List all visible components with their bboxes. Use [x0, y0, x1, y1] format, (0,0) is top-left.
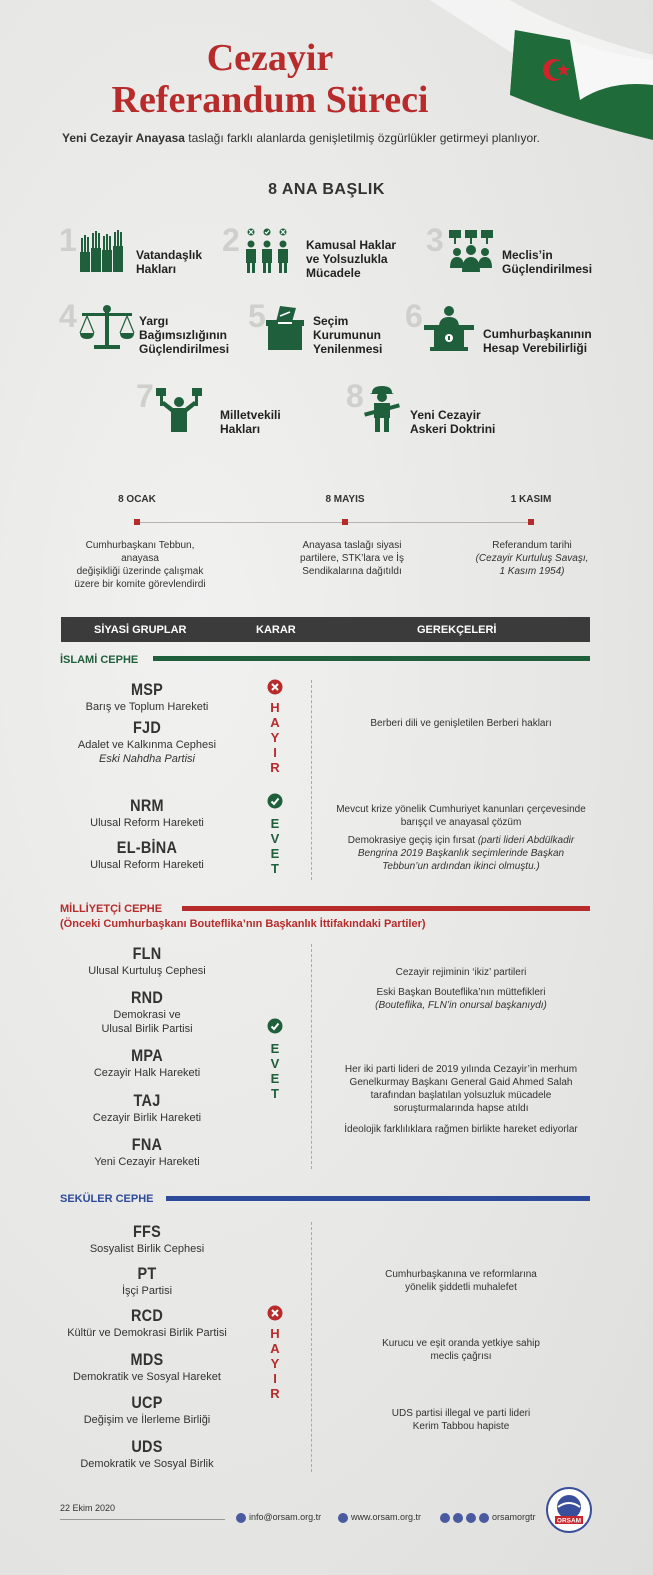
twitter-icon: [466, 1513, 476, 1523]
timeline-date: 8 OCAK: [118, 494, 156, 505]
mail-icon: [236, 1513, 246, 1523]
deputy-icon: [156, 388, 202, 439]
divider: [311, 1222, 312, 1472]
party-taj: TAJ Cezayir Birlik Hareketi: [92, 1091, 202, 1124]
topics-heading: 8 ANA BAŞLIK: [268, 181, 385, 198]
islami-reason-3: Demokrasiye geçiş için fırsat (parti lideri Abdülkadir Bengrina 2019 Başkanlık seçimlerinde Başkan Tebbun’un ardından ikinci olmuştu.): [347, 835, 575, 872]
decision-hayir: H A Y I R: [270, 1326, 280, 1401]
party-pt: PT İşçi Partisi: [121, 1264, 173, 1297]
topic-number: 5: [248, 298, 266, 334]
header-groups: SİYASİ GRUPLAR: [94, 624, 187, 636]
islami-line: [153, 656, 590, 661]
scales-icon: [76, 305, 138, 356]
mill-reason-3: Her iki parti lideri de 2019 yılında Cezayir’in merhum Genelkurmay Başkanı General Gaid Ahmed Salah tarafından başlatılan yolsuzluk mücadele soruşturmalarında hapse atıldı: [344, 1064, 578, 1114]
timeline-text: Anayasa taslağı siyasi partilere, STK’lara ve İş Sendikalarına dağıtıldı: [300, 540, 404, 577]
intro-text: Yeni Cezayir Anayasa taslağı farklı alanlarda genişletilmiş özgürlükler getirmeyi planlıyor.: [62, 131, 540, 145]
party-ffs: FFS Sosyalist Birlik Cephesi: [89, 1222, 205, 1255]
timeline-text: Cumhurbaşkanı Tebbun, anayasa değişikliği üzerinde çalışmak üzere bir komite görevlendirdi: [74, 540, 206, 590]
party-rnd: RND Demokrasi ve Ulusal Birlik Partisi: [101, 988, 193, 1035]
islami-reason-2: Mevcut krize yönelik Cumhuriyet kanunları çerçevesinde barışçıl ve anayasal çözüm: [336, 804, 586, 828]
cross-circle-icon: [267, 679, 283, 695]
party-fjd: FJD Adalet ve Kalkınma Cephesi Eski Nahdha Partisi: [77, 718, 217, 765]
milliyetci-line: [182, 906, 590, 911]
party-nrm: NRM Ulusal Reform Hareketi: [90, 796, 204, 829]
topic-number: 6: [405, 298, 423, 334]
title-line-1: Cezayir: [206, 37, 334, 79]
topic-number: 4: [59, 298, 77, 334]
table-header: [61, 617, 590, 642]
timeline-marker: [528, 519, 534, 525]
topic-number: 8: [346, 378, 364, 414]
party-fna: FNA Yeni Cezayir Hareketi: [94, 1135, 200, 1168]
decision-evet: E V E T: [270, 816, 280, 876]
party-uds: UDS Demokratik ve Sosyal Birlik: [80, 1437, 214, 1470]
timeline-date: 8 MAYIS: [325, 494, 365, 505]
mill-reason-1: Cezayir rejiminin ‘ikiz’ partileri: [395, 967, 527, 978]
footer-social[interactable]: orsamorgtr: [440, 1512, 536, 1523]
mill-reason-2: Eski Başkan Bouteflika’nın müttefikleri (Bouteflika, FLN’in onursal başkanıydı): [375, 987, 547, 1011]
youtube-icon: [479, 1513, 489, 1523]
milliyetci-label: MİLLİYETÇİ CEPHE: [60, 903, 163, 915]
party-rcd: RCD Kültür ve Demokrasi Birlik Partisi: [67, 1306, 227, 1339]
topic-number: 2: [222, 222, 240, 258]
party-mds: MDS Demokratik ve Sosyal Hareket: [73, 1350, 221, 1383]
timeline-text: Referandum tarihi (Cezayir Kurtuluş Savaşı, 1 Kasım 1954): [475, 540, 589, 577]
ballot-box-icon: [266, 302, 304, 357]
topic-label: Yargı Bağımsızlığının Güçlendirilmesi: [139, 314, 230, 356]
sek-reason-3: UDS partisi illegal ve parti lideri Kerim Tabbou hapiste: [391, 1408, 531, 1432]
sek-reason-2: Kurucu ve eşit oranda yetkiye sahip meclis çağrısı: [382, 1338, 540, 1362]
decision-hayir: H A Y I R: [270, 700, 280, 775]
cross-circle-icon: [267, 1305, 283, 1321]
topic-label: Cumhurbaşkanının Hesap Verebilirliği: [483, 327, 592, 355]
globe-icon: [338, 1513, 348, 1523]
footer-email[interactable]: info@orsam.org.tr: [236, 1512, 321, 1523]
raised-hands-icon: [78, 230, 124, 277]
islami-label: İSLAMİ CEPHE: [60, 654, 139, 666]
decision-evet: E V E T: [270, 1041, 280, 1101]
svg-text:ORSAM: ORSAM: [556, 1517, 582, 1525]
divider: [311, 680, 312, 880]
podium-icon: [424, 305, 474, 356]
party-fln: FLN Ulusal Kurtuluş Cephesi: [88, 944, 206, 977]
orsam-logo: [546, 1487, 592, 1533]
sekuler-label: SEKÜLER CEPHE: [60, 1193, 154, 1205]
header-decision: KARAR: [256, 624, 296, 636]
topic-label: Vatandaşlık Hakları: [136, 248, 203, 276]
timeline-line: [137, 522, 534, 523]
title-line-2: Referandum Süreci: [111, 79, 429, 121]
topic-label: Milletvekili Hakları: [220, 408, 281, 436]
footer-date: 22 Ekim 2020: [60, 1503, 116, 1513]
islami-reason-1: Berberi dili ve genişletilen Berberi hakları: [370, 718, 552, 729]
milliyetci-sublabel: (Önceki Cumhurbaşkanı Bouteflika’nın Başkanlık İttifakındaki Partiler): [60, 918, 426, 930]
topic-label: Meclis’in Güçlendirilmesi: [502, 248, 593, 276]
people-check-icon: [244, 228, 290, 279]
check-circle-icon: [267, 1018, 283, 1034]
footer-web[interactable]: www.orsam.org.tr: [338, 1512, 421, 1523]
timeline-marker: [342, 519, 348, 525]
timeline-date: 1 KASIM: [510, 494, 552, 505]
assembly-icon: [449, 230, 495, 277]
linkedin-icon: [453, 1513, 463, 1523]
party-mpa: MPA Cezayir Halk Hareketi: [93, 1046, 201, 1079]
soldier-icon: [364, 386, 400, 437]
footer-rule: [60, 1519, 225, 1520]
timeline-marker: [134, 519, 140, 525]
mill-reason-4: İdeolojik farklılıklara rağmen birlikte hareket ediyorlar: [344, 1124, 578, 1135]
topic-number: 7: [136, 378, 154, 414]
topic-number: 1: [59, 222, 77, 258]
facebook-icon: [440, 1513, 450, 1523]
party-msp: MSP Barış ve Toplum Hareketi: [85, 680, 209, 713]
topic-number: 3: [426, 222, 444, 258]
check-circle-icon: [267, 793, 283, 809]
party-el-bina: EL-BİNA Ulusal Reform Hareketi: [90, 838, 204, 871]
sek-reason-1: Cumhurbaşkanına ve reformlarına yönelik şiddetli muhalefet: [385, 1269, 537, 1293]
topic-label: Kamusal Haklar ve Yolsuzlukla Mücadele: [306, 238, 397, 280]
header-reasons: GEREKÇELERİ: [417, 624, 497, 636]
topic-label: Yeni Cezayir Askeri Doktrini: [410, 408, 496, 436]
sekuler-line: [166, 1196, 590, 1201]
topic-label: Seçim Kurumunun Yenilenmesi: [313, 314, 383, 356]
divider: [311, 944, 312, 1169]
party-ucp: UCP Değişim ve İlerleme Birliği: [83, 1393, 211, 1426]
